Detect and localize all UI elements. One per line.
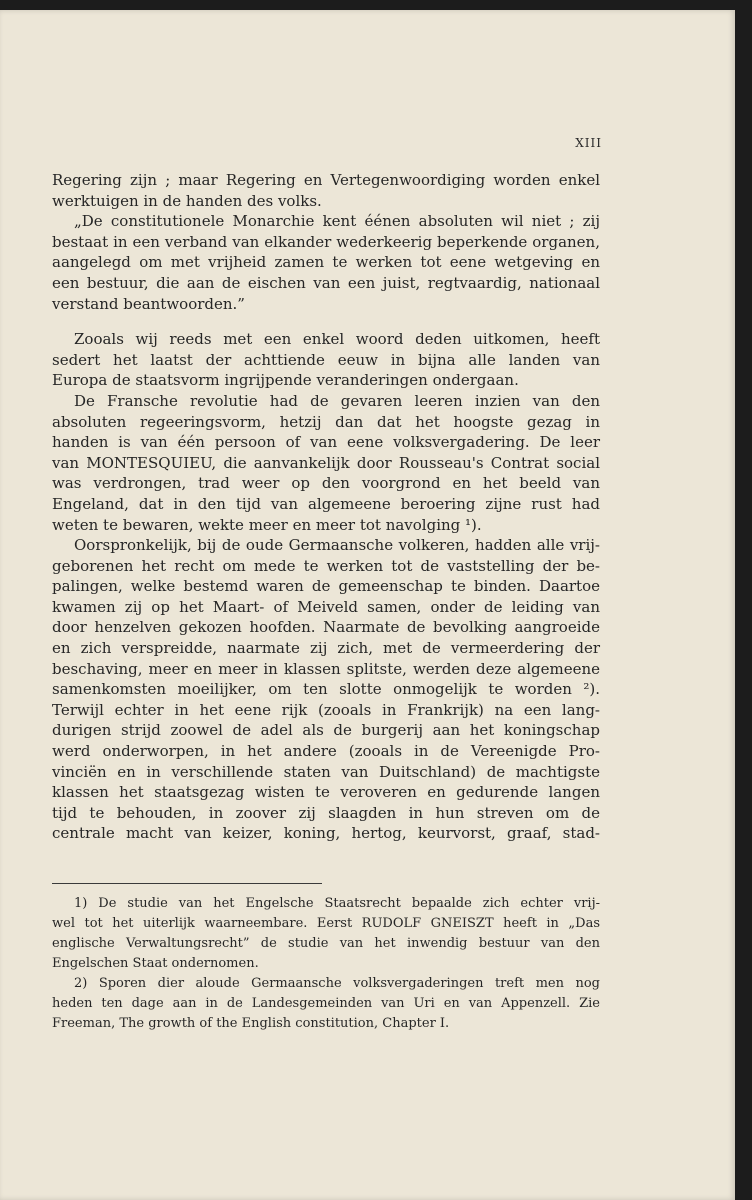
text-line: beschaving, meer en meer in klassen splitste, werden deze algemeene (52, 659, 600, 678)
footnote-line: Freeman, The growth of the English constitution, Chapter I. (52, 1016, 450, 1031)
text-line: klassen het staatsgezag wisten te veroveren en gedurende langen (52, 783, 600, 802)
text-line: werd onderworpen, in het andere (zooals in de Vereenigde Pro- (52, 742, 600, 761)
footnote-line: 1) De studie van het Engelsche Staatsrecht bepaalde zich echter vrij- (74, 896, 600, 911)
footnote-line: Engelschen Staat ondernomen. (52, 956, 259, 971)
footnote-line: heden ten dage aan in de Landesgemeinden van Uri en van Appenzell. Zie (52, 996, 600, 1011)
text-line: palingen, welke bestemd waren de gemeenschap te binden. Daartoe (52, 577, 600, 596)
text-line: door henzelven gekozen hoofden. Naarmate de bevolking aangroeide (52, 618, 600, 637)
text-line: tijd te behouden, in zoover zij slaagden in hun streven om de (52, 803, 600, 822)
text-line: kwamen zij op het Maart- of Meiveld samen, onder de leiding van (52, 597, 600, 616)
text-line: De Fransche revolutie had de gevaren leeren inzien van den (74, 391, 600, 410)
text-line: Terwijl echter in het eene rijk (zooals in Frankrijk) na een lang- (52, 700, 600, 719)
text-line: vinciën en in verschillende staten van Duitschland) de machtigste (52, 762, 600, 781)
book-page (0, 10, 735, 1200)
text-line: Europa de staatsvorm ingrijpende veranderingen ondergaan. (52, 371, 519, 390)
text-line: Engeland, dat in den tijd van algemeene beroering zijne rust had (52, 494, 600, 513)
footnote-divider (52, 883, 322, 884)
text-line: weten te bewaren, wekte meer en meer tot navolging ¹). (52, 515, 482, 534)
text-line: van MONTESQUIEU, die aanvankelijk door Rousseau's Contrat social (52, 453, 600, 472)
text-line: Oorspronkelijk, bij de oude Germaansche volkeren, hadden alle vrij- (74, 536, 600, 555)
text-line: Zooals wij reeds met een enkel woord deden uitkomen, heeft (74, 330, 600, 349)
text-line: centrale macht van keizer, koning, hertog, keurvorst, graaf, stad- (52, 824, 600, 843)
text-line: Regering zijn ; maar Regering en Vertegenwoordiging worden enkel (52, 171, 600, 189)
page-number: XIII (575, 136, 602, 150)
text-line: en zich verspreidde, naarmate zij zich, met de vermeerdering der (52, 639, 600, 658)
body-text (52, 170, 600, 844)
footnotes (52, 894, 600, 1034)
text-line: werktuigen in de handen des volks. (52, 191, 322, 210)
text-line: durigen strijd zoowel de adel als de burgerij aan het koningschap (52, 721, 600, 740)
text-line: absoluten regeeringsvorm, hetzij dan dat het hoogste gezag in (52, 412, 600, 431)
text-line: een bestuur, die aan de eischen van een juist, regtvaardig, nationaal (52, 273, 600, 292)
text-line: samenkomsten moeilijker, om ten slotte onmogelijk te worden ²). (52, 680, 600, 699)
text-line: was verdrongen, trad weer op den voorgrond en het beeld van (52, 474, 600, 493)
text-line: „De constitutionele Monarchie kent éénen absoluten wil niet ; zij (74, 212, 600, 231)
text-line: sedert het laatst der achttiende eeuw in bijna alle landen van (52, 350, 600, 369)
footnote-line: englische Verwaltungsrecht” de studie van het inwendig bestuur van den (52, 936, 600, 951)
text-line: geborenen het recht om mede te werken tot de vaststelling der be- (52, 556, 600, 575)
footnote-line: 2) Sporen dier aloude Germaansche volksvergaderingen treft men nog (74, 976, 600, 991)
text-line: bestaat in een verband van elkander wederkeerig beperkende organen, (52, 232, 600, 251)
footnote-line: wel tot het uiterlijk waarneembare. Eerst RUDOLF GNEISZT heeft in „Das (52, 916, 600, 931)
text-line: aangelegd om met vrijheid zamen te werken tot eene wetgeving en (52, 253, 600, 272)
text-line: handen is van één persoon of van eene volksvergadering. De leer (52, 433, 600, 452)
text-line: verstand beantwoorden.” (52, 294, 245, 313)
